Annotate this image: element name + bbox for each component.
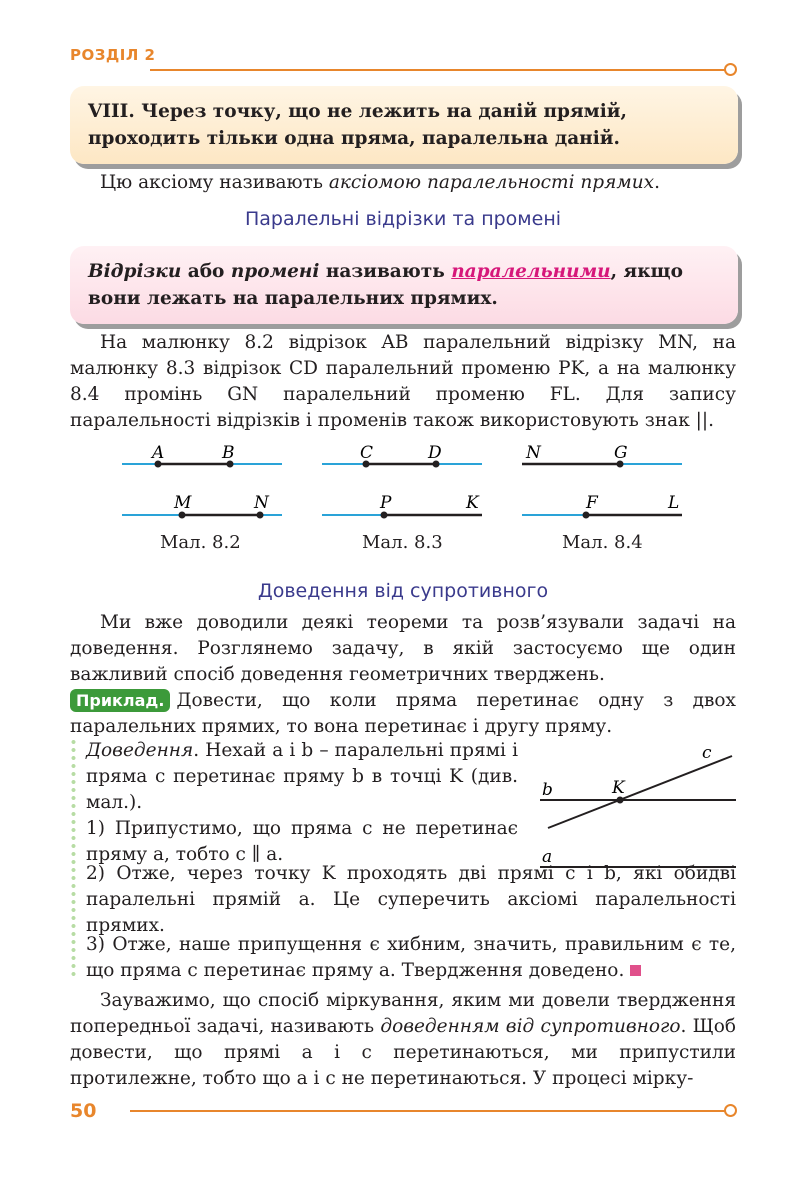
axiom-line-emphasis: аксіомою паралельності прямих bbox=[328, 172, 655, 193]
caption-fig-8-4: Мал. 8.4 bbox=[562, 532, 643, 553]
proof-label: Доведення bbox=[86, 740, 194, 761]
def-text-2: називають bbox=[319, 261, 452, 282]
proof-step-3 bbox=[86, 932, 736, 984]
conclusion-part-2: . Щоб довести, що прямі a і c перетинаються, ми припустили протилежне, тобто що a і c не перетинаються. У процесі мірку- bbox=[70, 1016, 736, 1089]
conclusion-emphasis: доведенням від супротивного bbox=[380, 1016, 681, 1037]
fig3-label-f: F bbox=[586, 493, 598, 513]
def-text-3: , якщо вони лежать на паралельних прямих. bbox=[88, 261, 683, 309]
def-text-1: або bbox=[181, 261, 231, 282]
fig1-label-a: A bbox=[152, 443, 165, 463]
fig2-label-p: P bbox=[380, 493, 392, 513]
section-label: РОЗДІЛ 2 bbox=[70, 46, 156, 64]
footer-rule-end bbox=[724, 1104, 737, 1117]
fig1-label-b: B bbox=[222, 443, 235, 463]
page-number: 50 bbox=[70, 1100, 97, 1122]
label-line-c: c bbox=[702, 743, 712, 763]
axiom-line-prefix: Цю аксіому називають bbox=[100, 172, 329, 193]
header-rule-end bbox=[724, 63, 737, 76]
fig3-label-g: G bbox=[614, 443, 628, 463]
def-term-segments: Відрізки bbox=[88, 261, 182, 282]
def-term-parallel: паралельними bbox=[451, 261, 611, 282]
label-point-k: K bbox=[612, 778, 625, 798]
paragraph-segments: На малюнку 8.2 відрізок AB паралельний відрізку MN, на малюнку 8.3 відрізок CD паралельний променю PK, а на малюнку 8.4 промінь GN паралельний променю FL. Для запису паралельності відрізків і променів також використовують знак ||. bbox=[70, 332, 736, 431]
def-term-rays: промені bbox=[230, 261, 320, 282]
fig1-label-n: N bbox=[254, 493, 269, 513]
axiom-box bbox=[70, 86, 738, 164]
fig2-label-k: K bbox=[466, 493, 479, 513]
axiom-text: VIII. Через точку, що не лежить на даній прямій, проходить тільки одна пряма, паралельна даній. bbox=[88, 101, 627, 149]
axiom-line bbox=[70, 170, 736, 196]
axiom-line-suffix: . bbox=[654, 172, 660, 193]
section-title-proof-by-contradiction: Доведення від супротивного bbox=[257, 580, 549, 602]
proof-intro-text: . Нехай a і b – паралельні прямі і пряма c перетинає пряму b в точці K (див. мал.). bbox=[86, 740, 518, 813]
proof-step-2: 2) Отже, через точку K проходять дві прямі c і b, які обидві паралельні прямій a. Це суперечить аксіомі паралельності прямих. bbox=[86, 863, 736, 936]
proof-step-1: 1) Припустимо, що пряма c не перетинає пряму a, тобто c ∥ a. bbox=[86, 818, 518, 865]
example-dotted-border bbox=[71, 738, 76, 978]
section-title-parallel-segments: Паралельні відрізки та промені bbox=[244, 208, 562, 230]
proof-figure bbox=[536, 742, 740, 872]
fig3-label-l: L bbox=[668, 493, 680, 513]
fig2-label-d: D bbox=[428, 443, 442, 463]
end-of-proof-mark bbox=[630, 965, 641, 976]
figure-8-4 bbox=[522, 443, 682, 519]
fig2-label-c: C bbox=[360, 443, 374, 463]
example-statement bbox=[70, 688, 736, 740]
caption-fig-8-2: Мал. 8.2 bbox=[160, 532, 241, 553]
proof-intro bbox=[86, 738, 518, 816]
line-c bbox=[548, 756, 732, 828]
figures-8-2-to-8-4 bbox=[110, 436, 710, 531]
caption-fig-8-3: Мал. 8.3 bbox=[362, 532, 443, 553]
definition-box bbox=[70, 246, 738, 324]
proof-step-3-text: 3) Отже, наше припущення є хибним, значить, правильним є те, що пряма c перетинає пряму a. Твердження доведено. bbox=[86, 934, 736, 981]
label-line-a: a bbox=[542, 847, 553, 867]
fig1-label-m: M bbox=[174, 493, 192, 513]
example-tag: Приклад. bbox=[70, 689, 170, 712]
fig3-label-n: N bbox=[526, 443, 541, 463]
label-line-b: b bbox=[542, 780, 553, 800]
footer-rule bbox=[130, 1110, 726, 1112]
figure-8-2 bbox=[122, 443, 282, 519]
paragraph-conclusion bbox=[70, 988, 736, 1092]
figure-8-3 bbox=[322, 443, 482, 519]
example-statement-text: Довести, що коли пряма перетинає одну з двох паралельних прямих, то вона перетинає і другу пряму. bbox=[70, 690, 736, 737]
paragraph-intro-proof: Ми вже доводили деякі теореми та розв’язували задачі на доведення. Розглянемо задачу, в якій застосуємо ще один важливий спосіб доведення геометричних тверджень. bbox=[70, 612, 736, 685]
conclusion-part-1: Зауважимо, що спосіб міркування, яким ми довели твердження попередньої задачі, називають bbox=[70, 990, 736, 1037]
header-rule bbox=[150, 69, 726, 71]
